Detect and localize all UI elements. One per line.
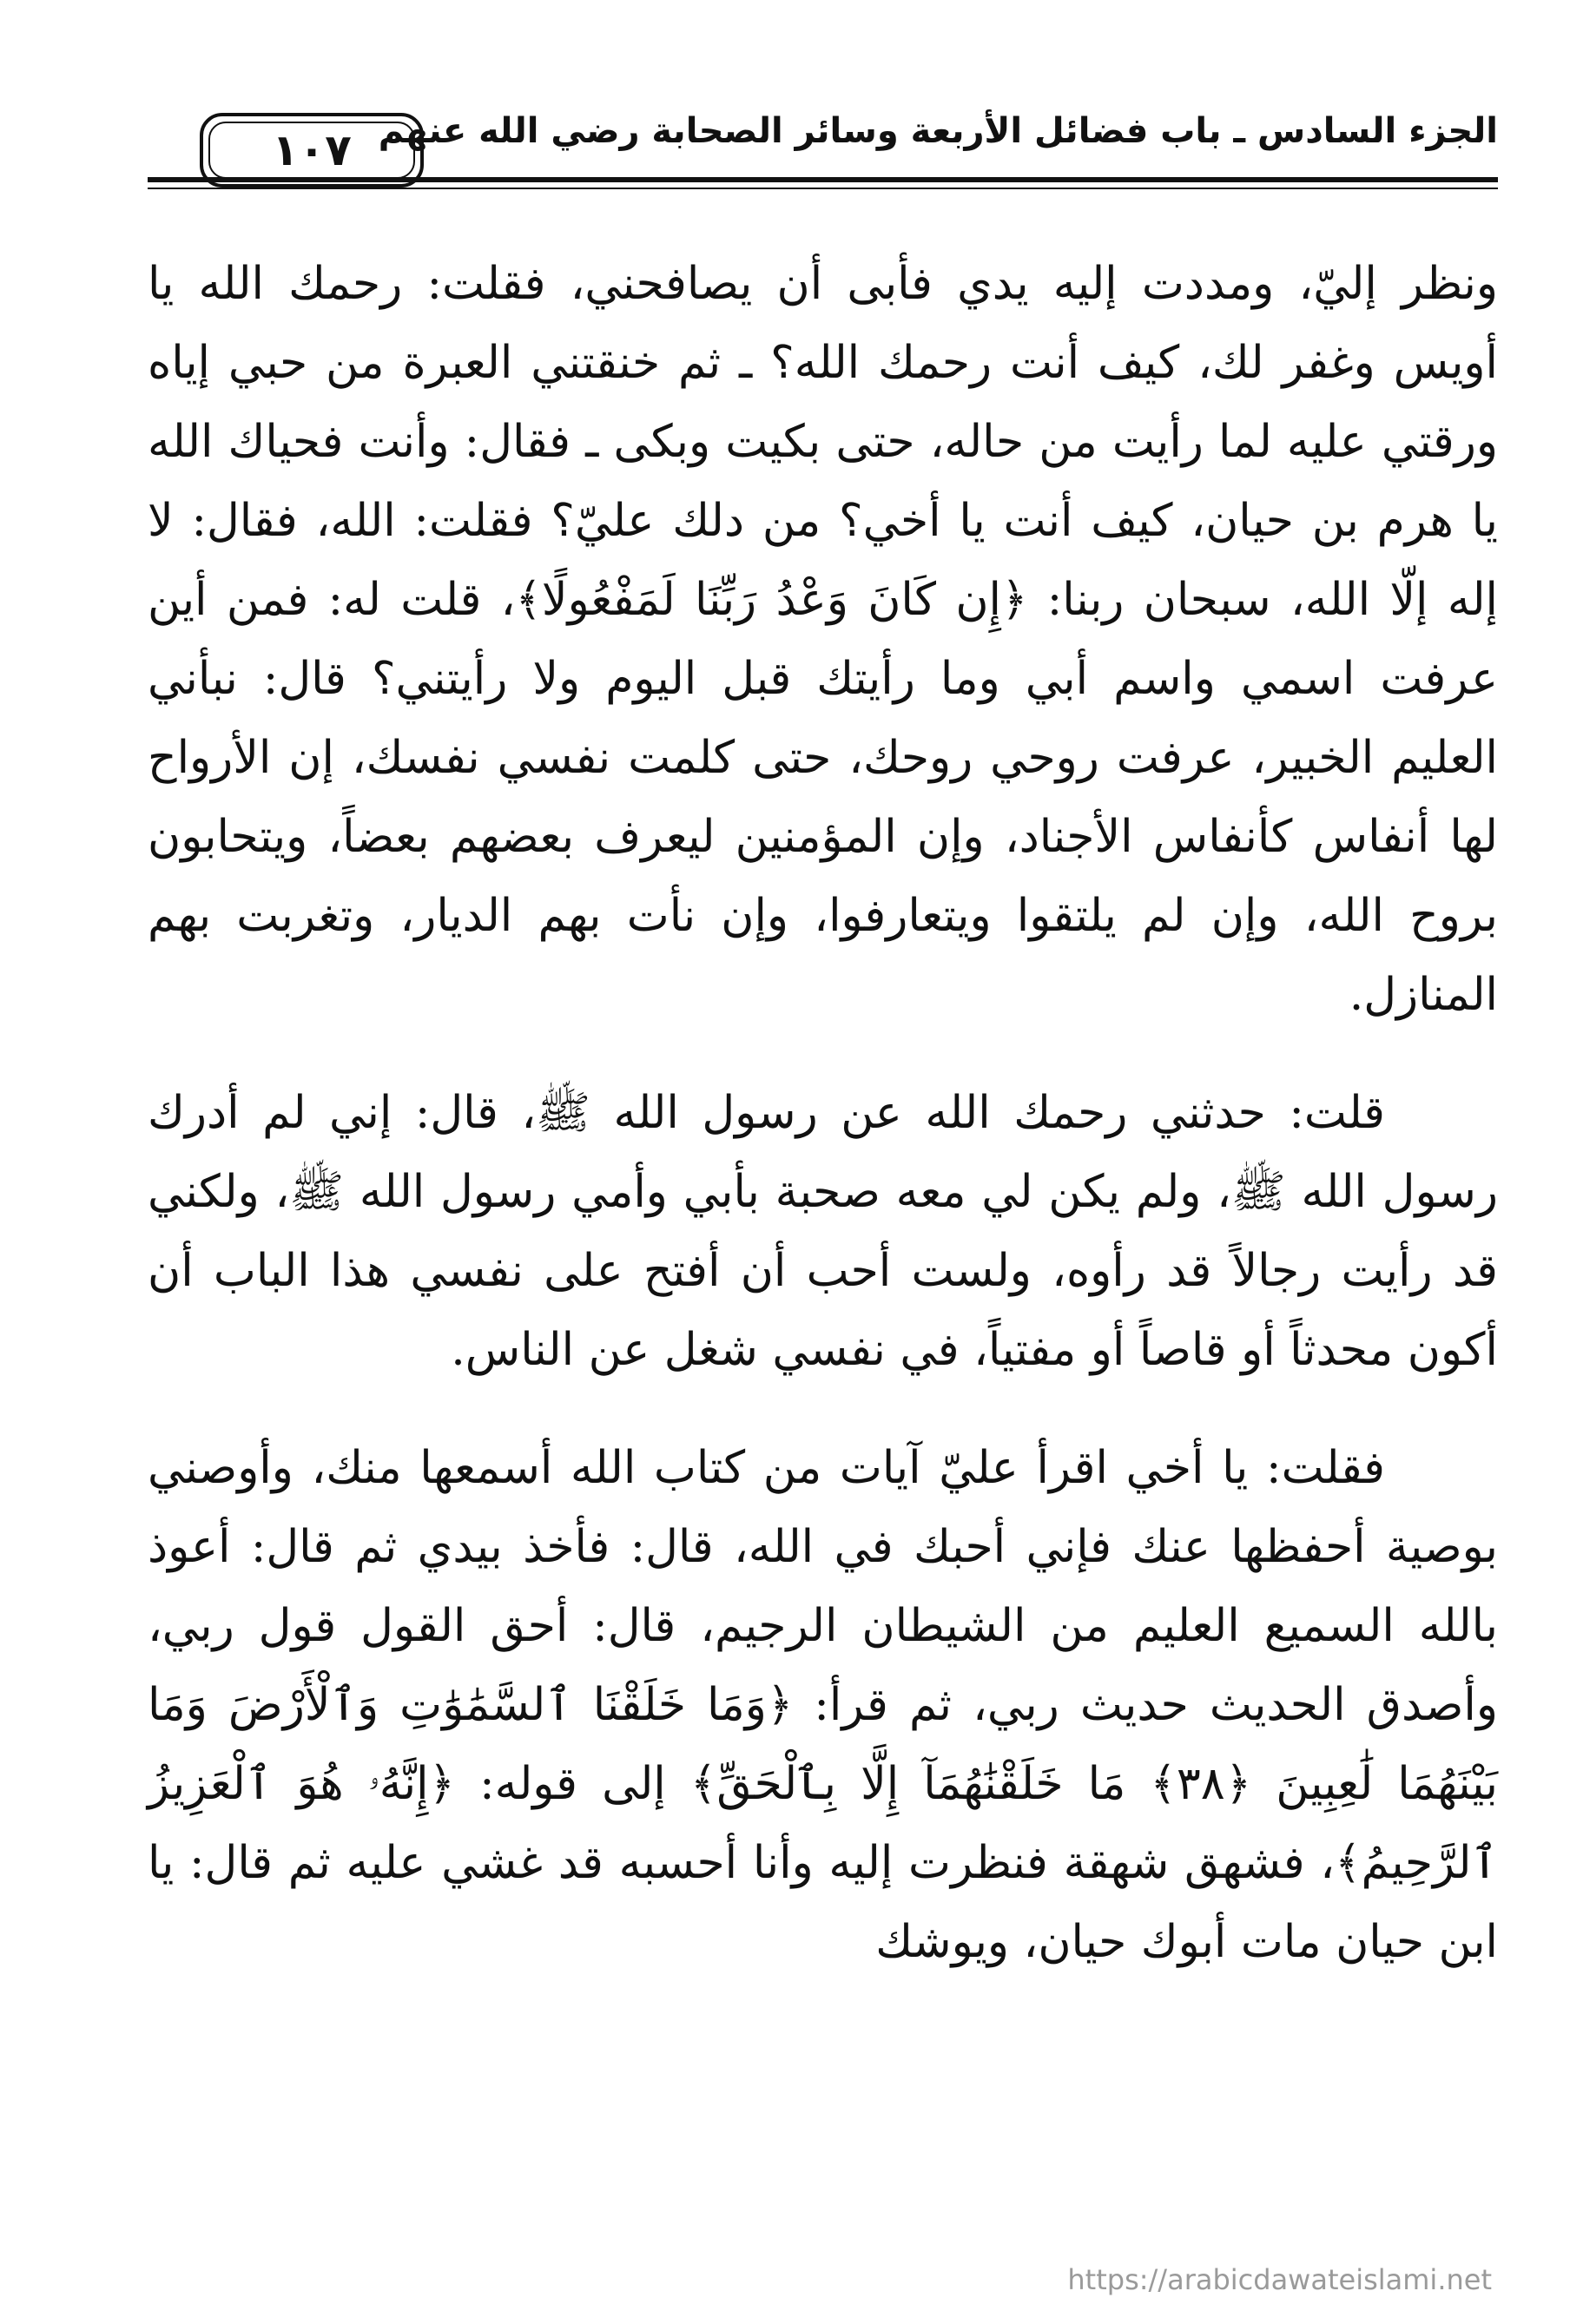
page-body (148, 245, 1498, 1982)
watermark-url: https://arabicdawateislami.net (1067, 2263, 1492, 2296)
paragraph-2: قلت: حدثني رحمك الله عن رسول الله ﷺ، قال: إني لم أدرك رسول الله ﷺ، ولم يكن لي معه صحبة بأبي وأمي رسول الله ﷺ، ولكني قد رأيت رجالاً قد رأوه، ولست أحب أن أفتح على نفسي هذا الباب أن أكون محدثاً أو قاصاً أو مفتياً، في نفسي شغل عن الناس. (148, 1087, 1498, 1376)
header-rule-thick (148, 177, 1498, 182)
running-title: الجزء السادس ـ باب فضائل الأربعة وسائر الصحابة رضي الله عنهم (378, 111, 1498, 151)
header-rule-thin (148, 188, 1498, 189)
paragraph-1: ونظر إليّ، ومددت إليه يدي فأبى أن يصافحني، فقلت: رحمك الله يا أويس وغفر لك، كيف أنت رحمك الله؟ ـ ثم خنقتني العبرة من حبي إياه ورقتي عليه لما رأيت من حاله، حتى بكيت وبكى ـ فقال: وأنت فحياك الله يا هرم بن حيان، كيف أنت يا أخي؟ من دلك عليّ؟ فقلت: الله، فقال: لا إله إلّا الله، سبحان ربنا: ﴿إِن كَانَ وَعْدُ رَبِّنَا لَمَفْعُولًا﴾، قلت له: فمن أين عرفت اسمي واسم أبي وما رأيتك قبل اليوم ولا رأيتني؟ قال: نبأني العليم الخبير، عرفت روحي روحك، حتى كلمت نفسي نفسك، إن الأرواح لها أنفاس كأنفاس الأجناد، وإن المؤمنين ليعرف بعضهم بعضاً، ويتحابون بروح الله، وإن لم يلتقوا ويتعارفوا، وإن نأت بهم الديار، وتغربت بهم المنازل. (148, 258, 1498, 1021)
page-header (148, 95, 1498, 195)
page-number: ١٠٧ (272, 125, 352, 175)
paragraph-3: فقلت: يا أخي اقرأ عليّ آيات من كتاب الله أسمعها منك، وأوصني بوصية أحفظها عنك فإني أحبك في الله، قال: فأخذ بيدي ثم قال: أعوذ بالله السميع العليم من الشيطان الرجيم، قال: أحق القول قول ربي، وأصدق الحديث حديث ربي، ثم قرأ: ﴿وَمَا خَلَقْنَا ٱلسَّمَٰوَٰتِ وَٱلْأَرْضَ وَمَا بَيْنَهُمَا لَٰعِبِينَ ﴿٣٨﴾ مَا خَلَقْنَٰهُمَآ إِلَّا بِٱلْحَقِّ﴾ إلى قوله: ﴿إِنَّهُۥ هُوَ ٱلْعَزِيزُ ٱلرَّحِيمُ﴾، فشهق شهقة فنظرت إليه وأنا أحسبه قد غشي عليه ثم قال: يا ابن حيان مات أبوك حيان، ويوشك (148, 1442, 1499, 1968)
